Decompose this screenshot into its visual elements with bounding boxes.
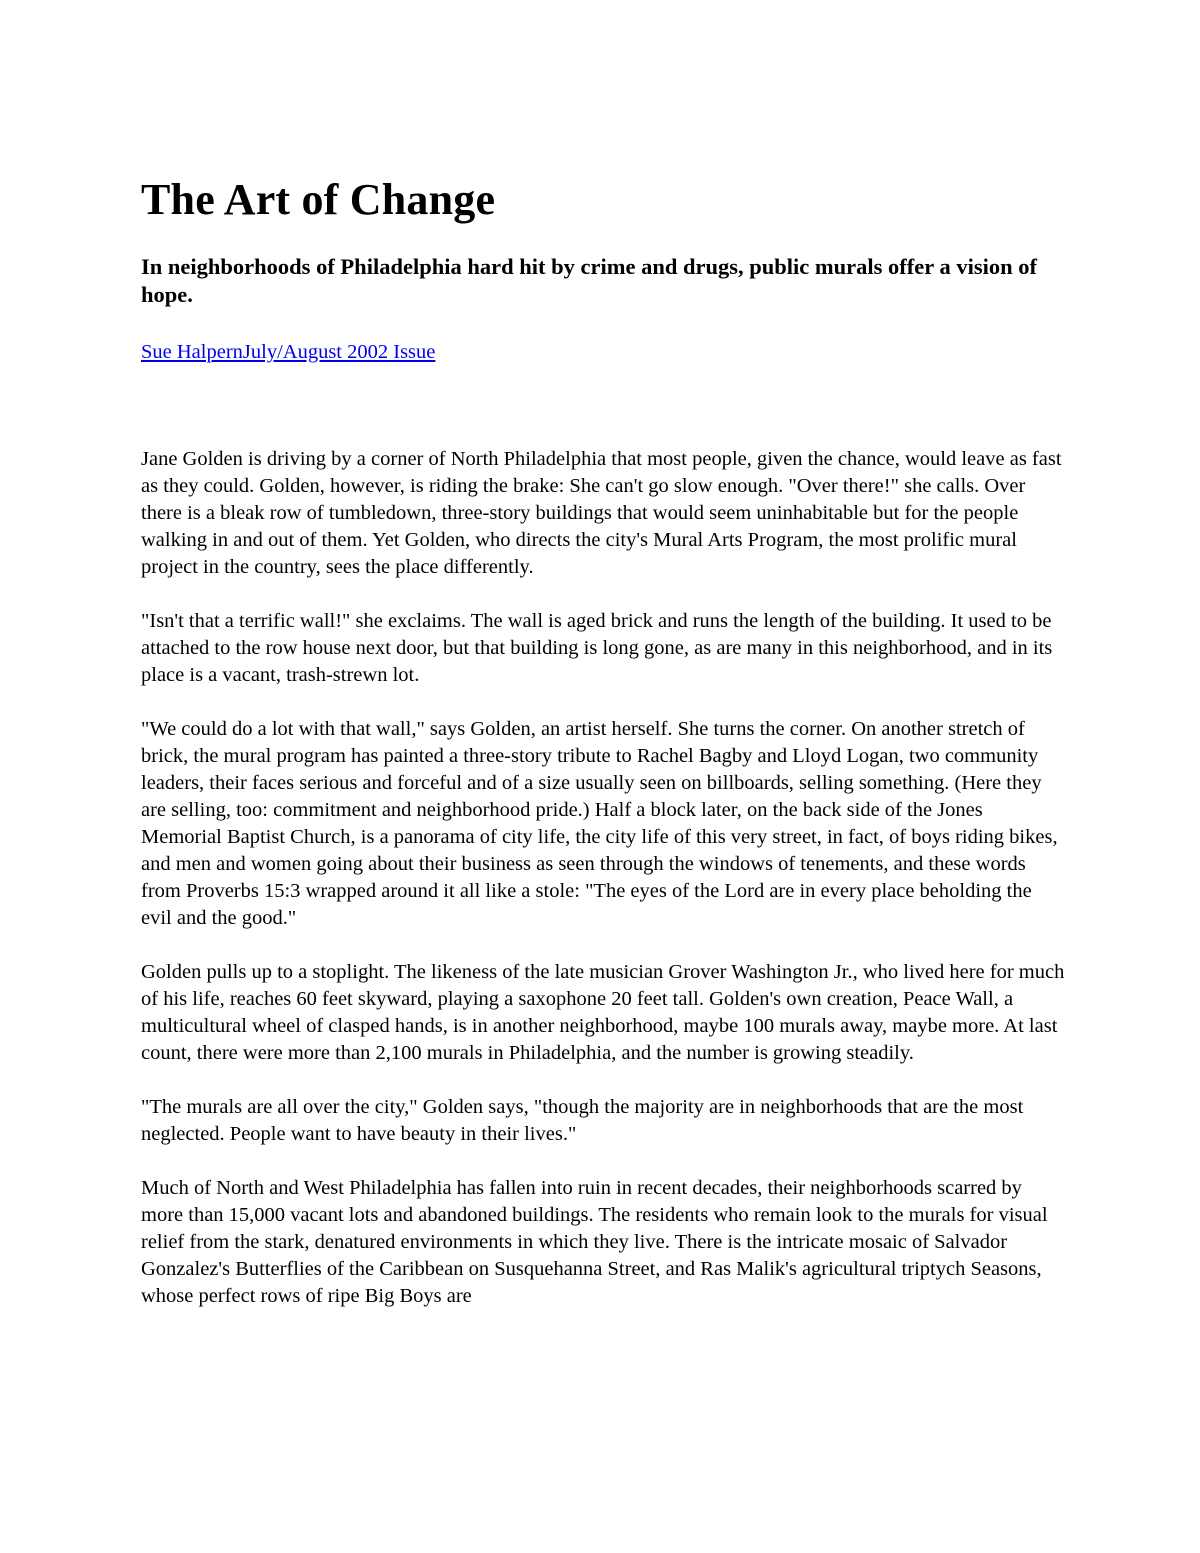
article-subtitle: In neighborhoods of Philadelphia hard hit by crime and drugs, public murals offer a vision of hope. (141, 254, 1037, 307)
paragraph: "The murals are all over the city," Golden says, "though the majority are in neighborhoods that are the most neglected. People want to have beauty in their lives." (141, 1096, 1024, 1145)
article-title: The Art of Change (141, 175, 496, 224)
paragraph: Much of North and West Philadelphia has fallen into ruin in recent decades, their neighborhoods scarred by more than 15,000 vacant lots and abandoned buildings. The residents who remain look to the murals for visual relief from the stark, denatured environments in which they live. There is the intricate mosaic of Salvador Gonzalez's Butterflies of the Caribbean on Susquehanna Street, and Ras Malik's agricultural triptych Seasons, whose perfect rows of ripe Big Boys are (141, 1177, 1048, 1307)
document-page (141, 172, 1066, 1337)
paragraph: Jane Golden is driving by a corner of North Philadelphia that most people, given the chance, would leave as fast as they could. Golden, however, is riding the brake: She can't go slow enough. "Over there!" she calls. Over there is a bleak row of tumbledown, three-story buildings that would seem uninhabitable but for the people walking in and out of them. Yet Golden, who directs the city's Mural Arts Program, the most prolific mural project in the country, sees the place differently. (141, 448, 1062, 578)
paragraph: "We could do a lot with that wall," says Golden, an artist herself. She turns the corner. On another stretch of brick, the mural program has painted a three-story tribute to Rachel Bagby and Lloyd Logan, two community leaders, their faces serious and forceful and of a size usually seen on billboards, selling something. (Here they are selling, too: commitment and neighborhood pride.) Half a block later, on the back side of the Jones Memorial Baptist Church, is a panorama of city life, the city life of this very street, in fact, of boys riding bikes, and men and women going about their business as seen through the windows of tenements, and these words from Proverbs 15:3 wrapped around it all like a stole: "The eyes of the Lord are in every place beholding the evil and the good." (141, 718, 1058, 929)
byline (141, 339, 1066, 366)
article-body (141, 446, 1066, 1310)
author-issue-link[interactable]: Sue HalpernJuly/August 2002 Issue (141, 341, 436, 363)
paragraph: Golden pulls up to a stoplight. The likeness of the late musician Grover Washington Jr., who lived here for much of his life, reaches 60 feet skyward, playing a saxophone 20 feet tall. Golden's own creation, Peace Wall, a multicultural wheel of clasped hands, is in another neighborhood, maybe 100 murals away, maybe more. At last count, there were more than 2,100 murals in Philadelphia, and the number is growing steadily. (141, 961, 1065, 1064)
paragraph: "Isn't that a terrific wall!" she exclaims. The wall is aged brick and runs the length of the building. It used to be attached to the row house next door, but that building is long gone, as are many in this neighborhood, and in its place is a vacant, trash-strewn lot. (141, 610, 1053, 686)
